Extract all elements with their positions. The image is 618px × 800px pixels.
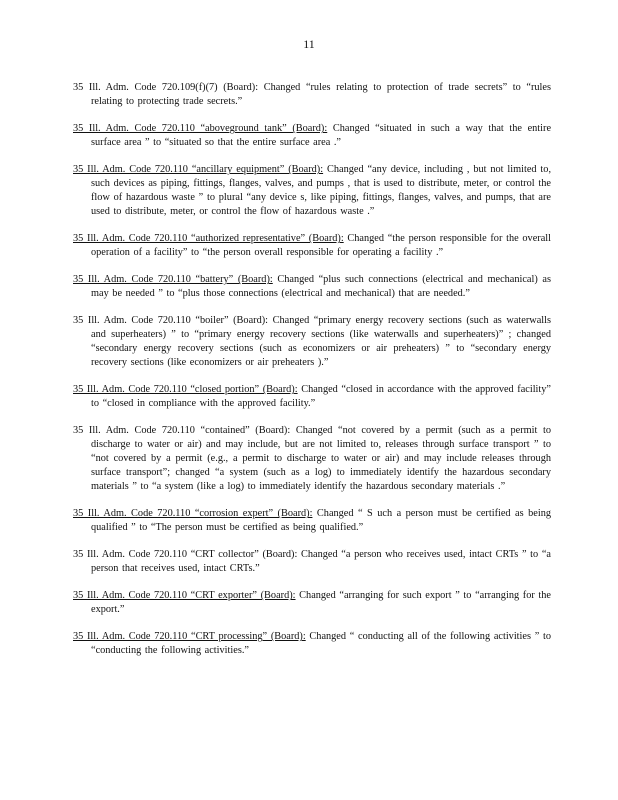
entry	[73, 589, 551, 617]
entry-list	[73, 71, 551, 671]
entry-text: Changed “not covered by a permit (such as a permit to discharge to water or air) and may include, but are not limited to, releases through surface transport ” to “not covered by a permit (e.g., a permit to discharge to water or air) and may include releases through surface transport”; changed “a system (such as a log) to immediately identify the hazardous secondary materials ” to “a system (like a log) to immediately identify the hazardous secondary materials .”	[91, 425, 552, 493]
entry-citation: 35 Ill. Adm. Code 720.110 “CRT processing” (Board):	[73, 631, 306, 643]
entry-text: Changed “ conducting all of the following activities ” to “conducting the following activities.”	[91, 631, 551, 657]
entry	[73, 548, 551, 576]
entry-citation: 35 Ill. Adm. Code 720.110 “contained” (Board):	[73, 425, 291, 437]
entry-citation: 35 Ill. Adm. Code 720.110 “closed portion” (Board):	[73, 384, 298, 396]
entry-text: Changed “ S uch a person must be certified as being qualified ” to “The person must be certified as being qualified.”	[91, 508, 551, 534]
entry-text: Changed “closed in accordance with the approved facility” to “closed in compliance with the approved facility.”	[91, 384, 551, 410]
entry	[73, 424, 551, 494]
entry	[73, 383, 551, 411]
entry	[73, 273, 551, 301]
entry-citation: 35 Ill. Adm. Code 720.110 “boiler” (Board):	[73, 315, 269, 327]
entry-text: Changed “the person responsible for the overall operation of a facility” to “the person overall responsible for operating a facility .”	[91, 233, 551, 259]
entry	[73, 81, 551, 109]
entry-text: Changed “a person who receives used, intact CRTs ” to “a person that receives used, intact CRTs.”	[91, 549, 551, 575]
entry-citation: 35 Ill. Adm. Code 720.110 “authorized representative” (Board):	[73, 233, 344, 245]
entry	[73, 163, 551, 219]
entry-citation: 35 Ill. Adm. Code 720.110 “aboveground tank” (Board):	[73, 123, 328, 135]
entry-text: Changed “plus such connections (electrical and mechanical) as may be needed ” to “plus those connections (electrical and mechanical) that are needed.”	[91, 274, 551, 300]
entry	[73, 314, 551, 370]
entry-text: Changed “arranging for such export ” to “arranging for the export.”	[91, 590, 551, 616]
entry	[73, 630, 551, 658]
entry-text: Changed “situated in such a way that the entire surface area ” to “situated so that the entire surface area .”	[91, 123, 552, 149]
entry-text: Changed “rules relating to protection of trade secrets” to “rules relating to protecting trade secrets.”	[91, 82, 551, 108]
entry-text: Changed “primary energy recovery sections (such as waterwalls and superheaters) ” to “primary energy recovery sections (like waterwalls and superheaters)” ; changed “secondary energy recovery sections (such as economizers or air preheaters) ” to “secondary energy recovery sections (like economizers or air preheaters ).”	[91, 315, 551, 369]
entry	[73, 122, 551, 150]
entry-citation: 35 Ill. Adm. Code 720.110 “CRT exporter” (Board):	[73, 590, 296, 602]
page-number: 11	[303, 37, 315, 51]
entry-citation: 35 Ill. Adm. Code 720.110 “battery” (Board):	[73, 274, 273, 286]
entry-citation: 35 Ill. Adm. Code 720.109(f)(7) (Board):	[73, 82, 259, 94]
entry	[73, 232, 551, 260]
entry-citation: 35 Ill. Adm. Code 720.110 “CRT collector” (Board):	[73, 549, 298, 561]
entry	[73, 507, 551, 535]
entry-citation: 35 Ill. Adm. Code 720.110 “ancillary equipment” (Board):	[73, 164, 324, 176]
entry-text: Changed “any device, including , but not limited to, such devices as piping, fittings, flanges, valves, and pumps , that is used to distribute, meter, or control the flow of hazardous waste ” to plural “any device s, like piping, fittings, flanges, valves, and pumps, that are used to distribute, meter, or control the flow of hazardous waste .”	[91, 164, 552, 218]
entry-citation: 35 Ill. Adm. Code 720.110 “corrosion expert” (Board):	[73, 508, 313, 520]
